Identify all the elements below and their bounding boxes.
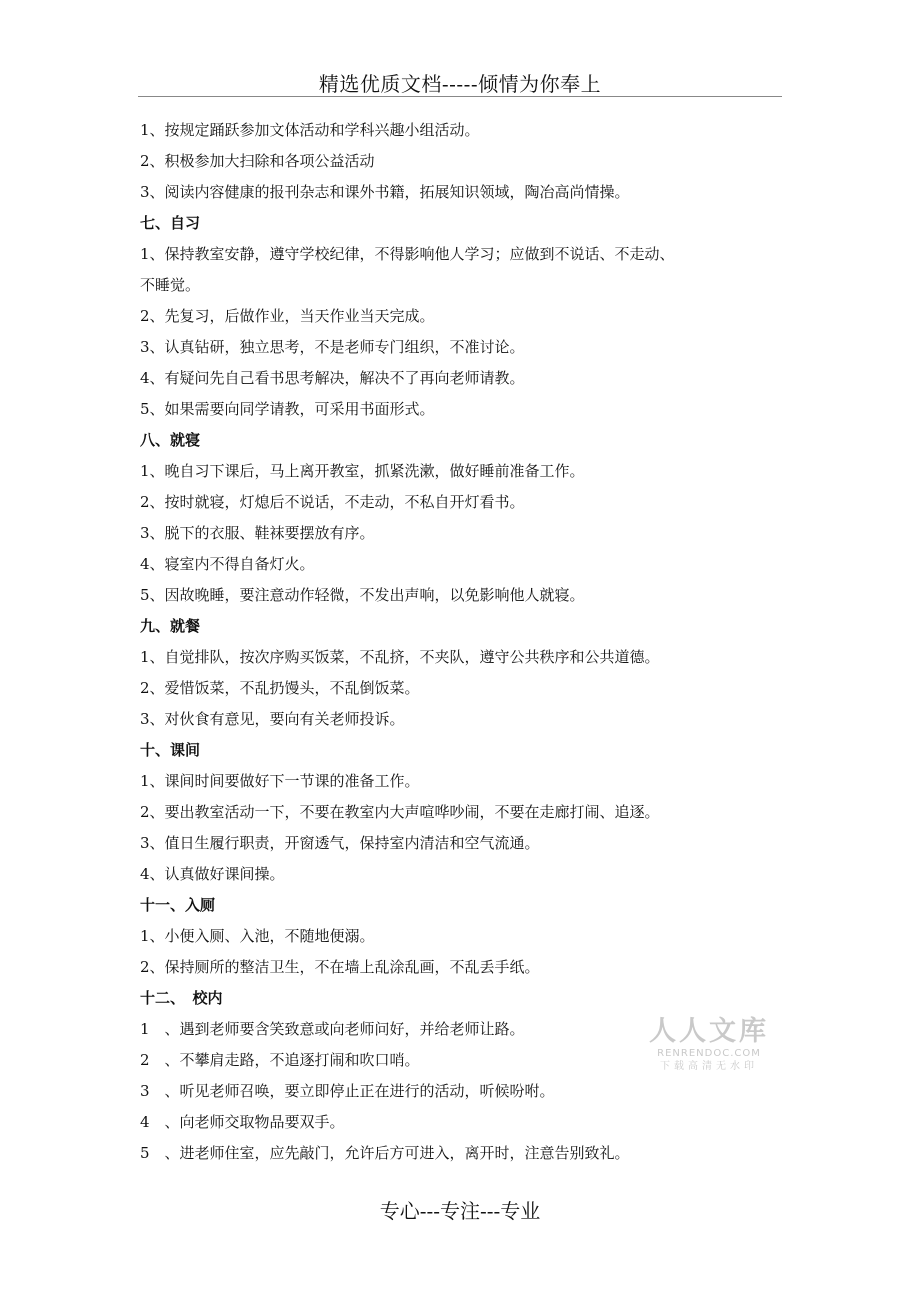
list-item: 1、小便入厕、入池，不随地便溺。 (140, 927, 375, 945)
section-heading: 十一、入厕 (140, 896, 216, 914)
section-heading: 十二、 校内 (140, 989, 223, 1007)
watermark-logo (646, 1016, 772, 1074)
list-item: 3、阅读内容健康的报刊杂志和课外书籍，拓展知识领域，陶冶高尚情操。 (140, 183, 630, 201)
section-heading: 八、就寝 (140, 431, 201, 449)
list-item: 4、有疑问先自己看书思考解决，解决不了再向老师请教。 (140, 369, 525, 387)
list-item: 3 、听见老师召唤，要立即停止正在进行的活动，听候吩咐。 (140, 1082, 555, 1100)
list-item: 1、按规定踊跃参加文体活动和学科兴趣小组活动。 (140, 121, 480, 139)
list-item: 2、积极参加大扫除和各项公益活动 (140, 152, 375, 170)
list-item: 5、如果需要向同学请教，可采用书面形式。 (140, 400, 435, 418)
list-item: 2、先复习，后做作业，当天作业当天完成。 (140, 307, 435, 325)
list-item: 3、认真钻研，独立思考，不是老师专门组织，不准讨论。 (140, 338, 525, 356)
list-item: 2、按时就寝，灯熄后不说话，不走动，不私自开灯看书。 (140, 493, 525, 511)
list-item: 1、自觉排队，按次序购买饭菜，不乱挤，不夹队，遵守公共秩序和公共道德。 (140, 648, 660, 666)
list-item: 2、要出教室活动一下，不要在教室内大声喧哗吵闹，不要在走廊打闹、追逐。 (140, 803, 660, 821)
list-item: 1、晚自习下课后，马上离开教室，抓紧洗漱，做好睡前准备工作。 (140, 462, 585, 480)
list-item: 3、对伙食有意见，要向有关老师投诉。 (140, 710, 405, 728)
page-footer: 专心---专注---专业 (379, 1199, 541, 1223)
list-item: 不睡觉。 (140, 276, 201, 294)
watermark-tagline: 下载高清无水印 (660, 1061, 758, 1072)
section-heading: 七、自习 (140, 214, 201, 232)
section-heading: 十、课间 (140, 741, 201, 759)
list-item: 2、保持厕所的整洁卫生，不在墙上乱涂乱画，不乱丢手纸。 (140, 958, 540, 976)
watermark-title: 人人文库 (649, 1016, 769, 1047)
list-item: 1、课间时间要做好下一节课的准备工作。 (140, 772, 420, 790)
watermark-domain: RENRENDOC.COM (657, 1048, 761, 1059)
list-item: 4、寝室内不得自备灯火。 (140, 555, 315, 573)
list-item: 1、保持教室安静，遵守学校纪律，不得影响他人学习；应做到不说话、不走动、 (140, 245, 675, 263)
page-header: 精选优质文档-----倾情为你奉上 (318, 72, 602, 96)
header-divider (138, 96, 782, 97)
list-item: 3、脱下的衣服、鞋袜要摆放有序。 (140, 524, 375, 542)
list-item: 3、值日生履行职责，开窗透气，保持室内清洁和空气流通。 (140, 834, 540, 852)
list-item: 5 、进老师住室，应先敲门，允许后方可进入，离开时，注意告别致礼。 (140, 1144, 630, 1162)
list-item: 2 、不攀肩走路，不追逐打闹和吹口哨。 (140, 1051, 420, 1069)
list-item: 4、认真做好课间操。 (140, 865, 285, 883)
list-item: 2、爱惜饭菜，不乱扔馒头，不乱倒饭菜。 (140, 679, 420, 697)
list-item: 5、因故晚睡，要注意动作轻微，不发出声响，以免影响他人就寝。 (140, 586, 585, 604)
document-body (140, 115, 800, 1169)
section-heading: 九、就餐 (140, 617, 201, 635)
list-item: 4 、向老师交取物品要双手。 (140, 1113, 345, 1131)
list-item: 1 、遇到老师要含笑致意或向老师问好，并给老师让路。 (140, 1020, 525, 1038)
